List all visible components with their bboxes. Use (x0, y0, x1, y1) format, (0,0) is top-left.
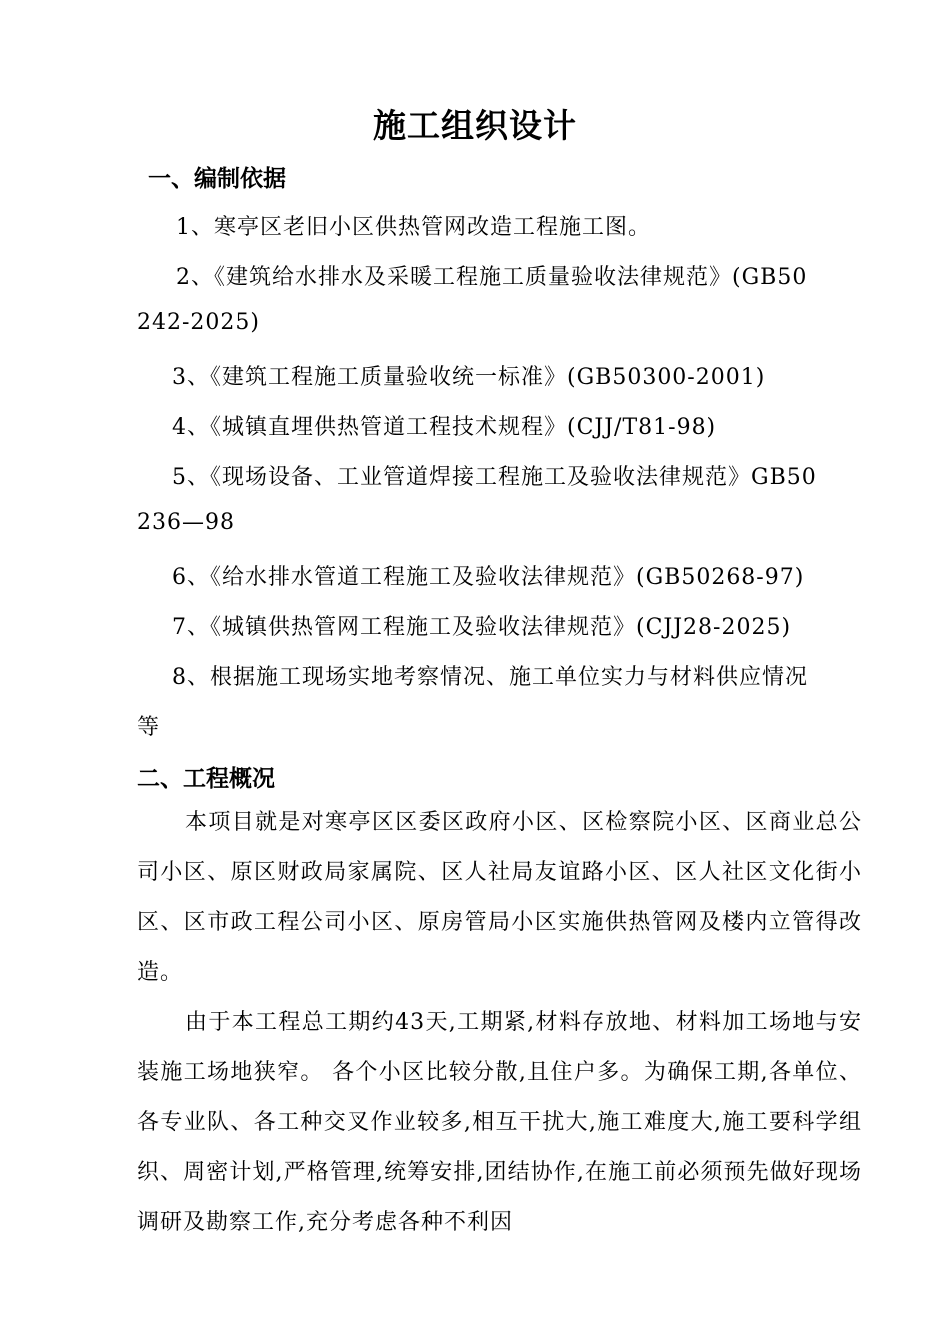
basis-item-5-continued: 236—98 (137, 510, 235, 535)
basis-item-2-continued: 242-2025) (137, 310, 260, 335)
basis-item-8: 8、根据施工现场实地考察情况、施工单位实力与材料供应情况 (172, 665, 808, 690)
document-title: 施工组织设计 (373, 106, 577, 145)
basis-item-2: 2、《建筑给水排水及采暖工程施工质量验收法律规范》(GB50 (176, 265, 808, 290)
overview-paragraph-1: 本项目就是对寒亭区区委区政府小区、区检察院小区、区商业总公司小区、原区财政局家属院、区人社局友谊路小区、区人社区文化街小区、区市政工程公司小区、原房管局小区实施供热管网及楼内立管得改造。 (137, 810, 862, 985)
basis-item-1: 1、寒亭区老旧小区供热管网改造工程施工图。 (176, 215, 651, 240)
basis-item-5: 5、《现场设备、工业管道焊接工程施工及验收法律规范》GB50 (172, 465, 817, 490)
basis-item-3: 3、《建筑工程施工质量验收统一标准》(GB50300-2001) (172, 365, 766, 390)
basis-item-4: 4、《城镇直埋供热管道工程技术规程》(CJJ/T81-98) (172, 415, 717, 440)
basis-item-8-continued: 等 (137, 715, 161, 740)
basis-item-7: 7、《城镇供热管网工程施工及验收法律规范》(CJJ28-2025) (172, 615, 792, 640)
section-heading-overview: 二、工程概况 (137, 766, 275, 792)
basis-item-6: 6、《给水排水管道工程施工及验收法律规范》(GB50268-97) (172, 565, 805, 590)
overview-paragraph-2: 由于本工程总工期约43天,工期紧,材料存放地、材料加工场地与安装施工场地狭窄。 各个小区比较分散,且住户多。为确保工期,各单位、各专业队、各工种交叉作业较多,相互干扰大,施工难度大,施工要科学组织、周密计划,严格管理,统筹安排,团结协作,在施工前必须预先做好现场调研及勘察工作,充分考虑各种不利因 (137, 1010, 862, 1235)
section-heading-basis: 一、编制依据 (148, 166, 286, 192)
